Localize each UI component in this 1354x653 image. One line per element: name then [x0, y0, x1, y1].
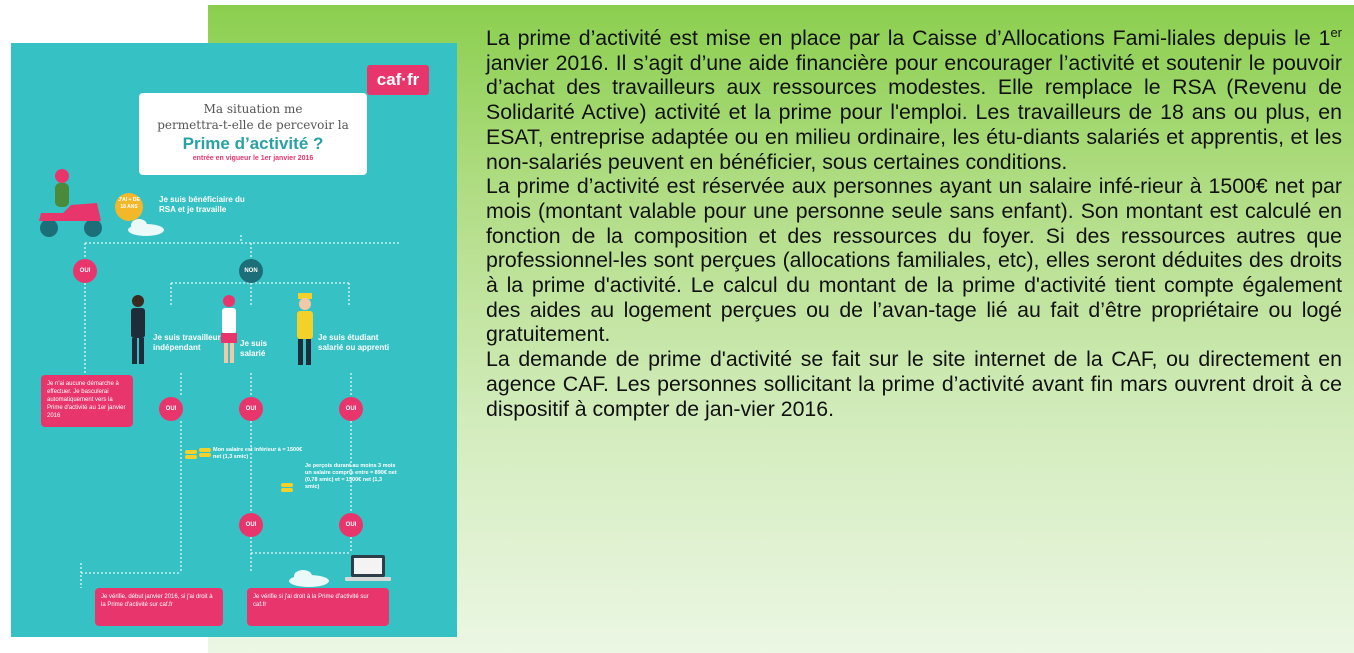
question-title: Prime d’activité ?	[182, 134, 324, 153]
student-salary-note: Je perçois durant au moins 3 mois un salaire compris entre ≈ 890€ net (0,78 smic) et ≈ 1500€ net (1,3 smic)	[305, 463, 397, 490]
prime-activite-infographic	[11, 43, 457, 637]
yes-circle: OUI	[73, 259, 97, 283]
paragraph-demand: La demande de prime d'activité se fait sur le site internet de la CAF, ou directement en agence CAF. Les personnes sollicitant la prime d’activité avant fin mars ouvrent droit à ce dispositif à compter de jan-vier 2016.	[486, 347, 1342, 421]
question-line-1: Ma situation me	[203, 102, 303, 116]
scooter-illustration	[39, 169, 102, 237]
person-independant	[131, 295, 145, 364]
independant-label: Je suis travailleur indépendant	[153, 333, 221, 352]
verify-january-box: Je vérifie, début janvier 2016, si j'ai droit à la Prime d'activité sur caf.fr	[95, 588, 223, 626]
yes-circle: OUI	[339, 397, 363, 421]
ordinal-superscript: er	[1330, 24, 1342, 40]
yes-circle: OUI	[239, 397, 263, 421]
etudiant-label: Je suis étudiant salarié ou apprenti	[318, 333, 390, 352]
automatic-switch-box: Je n'ai aucune démarche à effectuer. Je basculerai automatiquement vers la Prime d'activité au 1er janvier 2016	[41, 375, 133, 427]
question-line-2: permettra-t-elle de percevoir la	[157, 118, 349, 132]
caf-logo: caf·fr	[367, 65, 429, 95]
question-box	[139, 93, 367, 175]
verify-site-box: Je vérifie si j'ai droit à la Prime d'activité sur caf.fr	[247, 588, 389, 626]
person-etudiant	[297, 293, 313, 365]
no-circle: NON	[239, 259, 263, 283]
cloud-icon	[128, 219, 329, 612]
age-badge: J'AI + DE 18 ANS	[115, 193, 143, 221]
salarie-label: Je suis salarié	[240, 339, 268, 358]
paragraph-intro	[486, 26, 1342, 174]
paragraph-intro-part2: janvier 2016. Il s’agit d’une aide financière pour encourager l’activité et soutenir le pouvoir d’achat des travailleurs aux ressources modestes. Elle remplace le RSA (Revenu de Solidarité Active) activité et la prime pour l'emploi. Les travailleurs de 18 ans ou plus, en ESAT, entreprise adaptée ou en milieu ordinaire, les étu-diants salariés et apprentis, et les non-salariés peuvent en bénéficier, sous certaines conditions.	[486, 50, 1342, 174]
paragraph-intro-part1: La prime d’activité est mise en place par la Caisse d’Allocations Fami-liales depuis le 1	[486, 26, 1331, 50]
article-text	[486, 26, 1342, 421]
laptop-icon	[345, 555, 391, 581]
salary-note: Mon salaire est inférieur à ≈ 1500€ net (1,3 smic)	[213, 447, 303, 460]
yes-circle: OUI	[339, 513, 363, 537]
yes-circle: OUI	[159, 397, 183, 421]
rsa-text: Je suis bénéficiaire du RSA et je travaille	[159, 195, 245, 214]
yes-circle: OUI	[239, 513, 263, 537]
paragraph-conditions: La prime d’activité est réservée aux personnes ayant un salaire infé-rieur à 1500€ net par mois (montant valable pour une personne seule sans enfant). Son montant est calculé en fonction de la composition et des ressources du foyer. Si des ressources autres que professionnel-les sont perçues (allocations familiales, etc), elles seront déduites des droits à la prime d'activité. Le calcul du montant de la prime d'activité tient compte également des aides au logement perçues ou de l’avan-tage lié au fait d’être propriétaire ou logé gratuitement.	[486, 174, 1342, 347]
question-subtitle: entrée en vigueur le 1er janvier 2016	[192, 155, 314, 162]
